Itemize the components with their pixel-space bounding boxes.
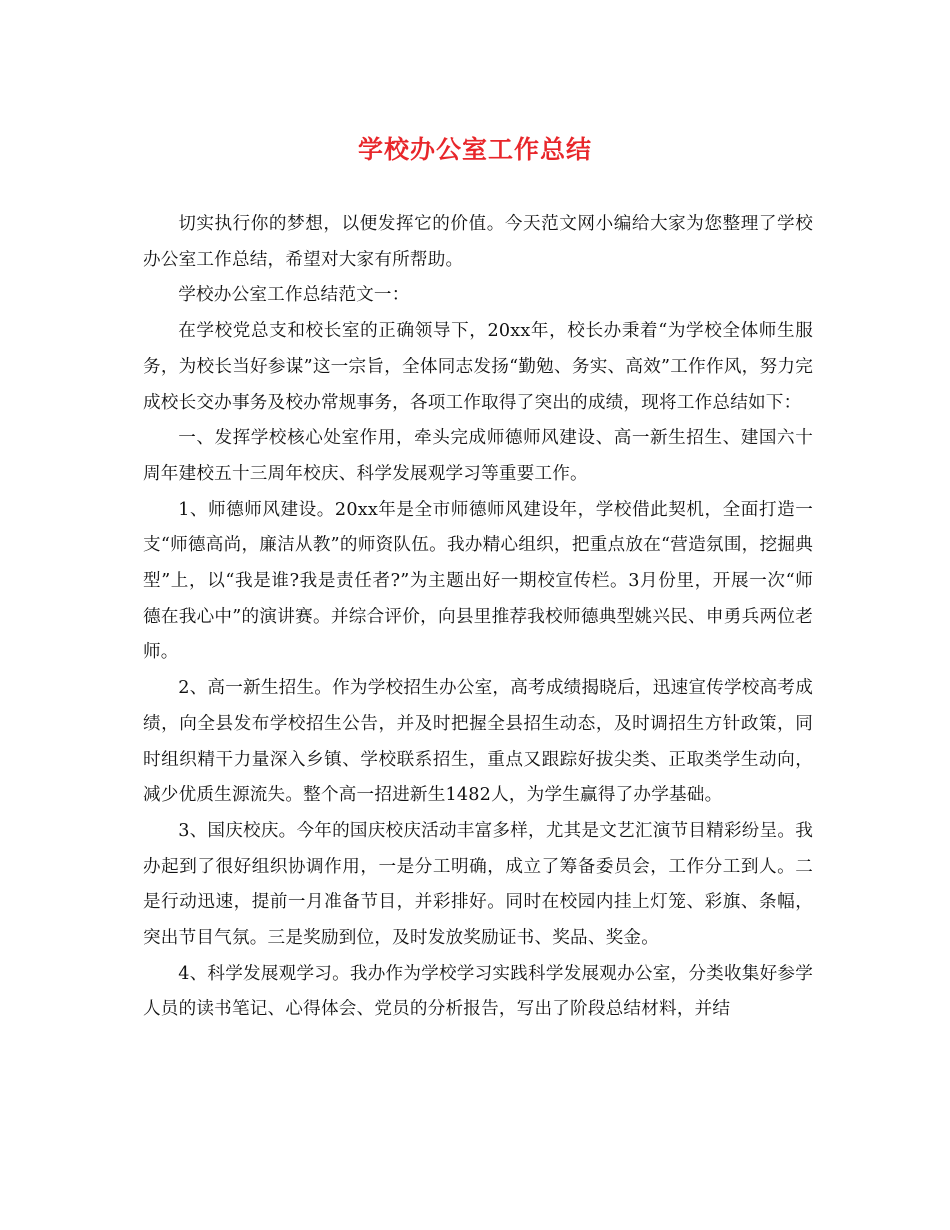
paragraph-item-1: 1、师德师风建设。20xx年是全市师德师风建设年，学校借此契机，全面打造一支“师德高尚，廉洁从教”的师资队伍。我办精心组织，把重点放在“营造氛围，挖掘典型”上，以“我是谁?我是责任者?”为主题出好一期校宣传栏。3月份里，开展一次“师德在我心中”的演讲赛。并综合评价，向县里推荐我校师德典型姚兴民、申勇兵两位老师。 [143, 499, 813, 663]
paragraph-item-2: 2、高一新生招生。作为学校招生办公室，高考成绩揭晓后，迅速宣传学校高考成绩，向全县发布学校招生公告，并及时把握全县招生动态，及时调招生方针政策，同时组织精干力量深入乡镇、学校联系招生，重点又跟踪好拔尖类、正取类学生动向，减少优质生源流失。整个高一招进新生1482人，为学生赢得了办学基础。 [143, 678, 813, 806]
paragraph-sample-heading: 学校办公室工作总结范文一： [178, 285, 410, 306]
paragraph-item-3: 3、国庆校庆。今年的国庆校庆活动丰富多样，尤其是文艺汇演节目精彩纷呈。我办起到了很好组织协调作用，一是分工明确，成立了筹备委员会，工作分工到人。二是行动迅速，提前一月准备节目，并彩排好。同时在校园内挂上灯笼、彩旗、条幅，突出节目气氛。三是奖励到位，及时发放奖励证书、奖品、奖金。 [143, 820, 813, 949]
document-title: 学校办公室工作总结 [357, 135, 592, 164]
document-body [143, 207, 813, 1028]
paragraph-item-4: 4、科学发展观学习。我办作为学校学习实践科学发展观办公室，分类收集好参学人员的读书笔记、心得体会、党员的分析报告，写出了阶段总结材料，并结 [143, 963, 813, 1020]
paragraph-overview: 在学校党总支和校长室的正确领导下，20xx年，校长办秉着“为学校全体师生服务，为校长当好参谋”这一宗旨，全体同志发扬“勤勉、务实、高效”工作作风，努力完成校长交办事务及校办常规事务，各项工作取得了突出的成绩，现将工作总结如下： [143, 321, 813, 413]
paragraph-section-one: 一、发挥学校核心处室作用，牵头完成师德师风建设、高一新生招生、建国六十周年建校五十三周年校庆、科学发展观学习等重要工作。 [143, 428, 813, 484]
paragraph-intro: 切实执行你的梦想，以便发挥它的价值。今天范文网小编给大家为您整理了学校办公室工作总结，希望对大家有所帮助。 [143, 214, 813, 270]
